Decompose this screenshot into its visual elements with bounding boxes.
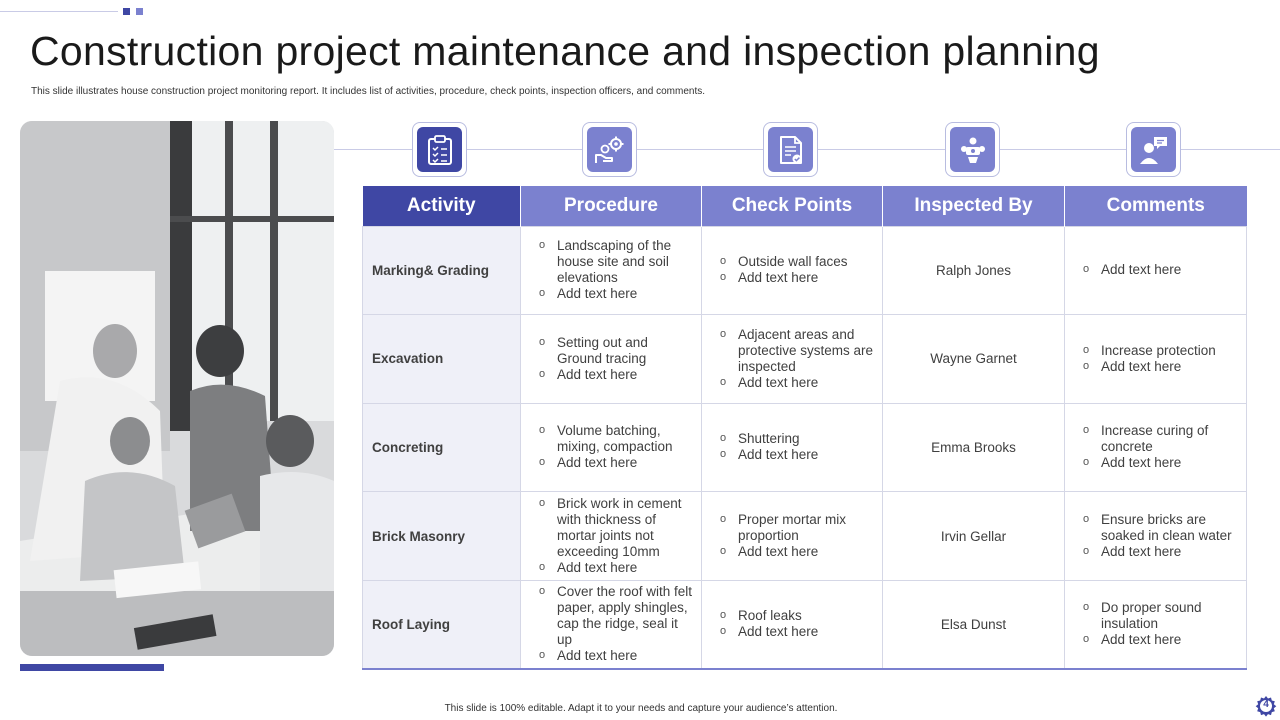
- checkpoint-list: [702, 512, 882, 560]
- checkpoint-list: [702, 608, 882, 640]
- slide-footer: This slide is 100% editable. Adapt it to your needs and capture your audience’s attention.: [444, 703, 838, 714]
- comment-item: o Add text here: [1101, 632, 1238, 648]
- comments-icon-tile: [1126, 122, 1181, 177]
- activity-cell: Excavation: [363, 315, 521, 404]
- checkpoints-icon-tile: [763, 122, 818, 177]
- checkpoint-item: o Adjacent areas and protective systems are inspected: [738, 327, 874, 375]
- comment-item: o Add text here: [1101, 262, 1238, 278]
- column-header-comments: Comments: [1065, 186, 1247, 226]
- checkpoint-item: o Proper mortar mix proportion: [738, 512, 874, 544]
- table-row: [363, 226, 1247, 315]
- procedure-list: [521, 496, 701, 576]
- comment-list: [1065, 343, 1246, 375]
- procedure-list: [521, 335, 701, 383]
- checklist-icon: [417, 127, 462, 172]
- checkpoint-item: o Shuttering: [738, 431, 874, 447]
- checkpoint-item: o Add text here: [738, 375, 874, 391]
- checkpoint-cell: [702, 403, 883, 492]
- checkpoint-list: [702, 327, 882, 391]
- comment-cell: [1065, 492, 1247, 581]
- table-row: [363, 580, 1247, 669]
- checkpoint-cell: [702, 315, 883, 404]
- column-header-procedure: Procedure: [521, 186, 702, 226]
- procedure-item: o Volume batching, mixing, compaction: [557, 423, 693, 455]
- column-header-activity: Activity: [363, 186, 521, 226]
- checkpoint-cell: [702, 226, 883, 315]
- procedure-item: o Add text here: [557, 286, 693, 302]
- procedure-icon-tile: [582, 122, 637, 177]
- page-number-badge: [1255, 695, 1277, 717]
- inspection-table: [362, 186, 1247, 670]
- checkpoint-list: [702, 254, 882, 286]
- table-row: [363, 315, 1247, 404]
- top-decor-square: [123, 8, 130, 15]
- comment-list: [1065, 512, 1246, 560]
- photo-accent-bar: [20, 664, 164, 671]
- column-header-inspected-by: Inspected By: [883, 186, 1065, 226]
- comment-list: [1065, 262, 1246, 278]
- comment-list: [1065, 423, 1246, 471]
- slide-title: Construction project maintenance and inspection planning: [30, 28, 1100, 74]
- slide-subtitle: This slide illustrates house construction project monitoring report. It includes list of activities, procedure, check points, inspection officers, and comments.: [31, 86, 706, 97]
- activity-cell: Brick Masonry: [363, 492, 521, 581]
- procedure-item: o Landscaping of the house site and soil elevations: [557, 238, 693, 286]
- comment-item: o Ensure bricks are soaked in clean water: [1101, 512, 1238, 544]
- checkpoint-item: o Add text here: [738, 624, 874, 640]
- procedure-cell: [521, 580, 702, 669]
- column-header-check-points: Check Points: [702, 186, 883, 226]
- top-decor-line: [0, 11, 118, 12]
- activity-cell: Marking& Grading: [363, 226, 521, 315]
- procedure-item: o Add text here: [557, 560, 693, 576]
- page-number: 4: [1263, 699, 1269, 710]
- top-decor-square: [136, 8, 143, 15]
- inspector-cell: Emma Brooks: [883, 403, 1065, 492]
- checkpoint-cell: [702, 492, 883, 581]
- table-row: [363, 492, 1247, 581]
- procedure-list: [521, 423, 701, 471]
- activity-icon-tile: [412, 122, 467, 177]
- comment-list: [1065, 600, 1246, 648]
- checkpoint-item: o Outside wall faces: [738, 254, 874, 270]
- procedure-list: [521, 584, 701, 664]
- table-header-row: [363, 186, 1247, 226]
- comment-item: o Do proper sound insulation: [1101, 600, 1238, 632]
- speech-bubble-person-icon: [1131, 127, 1176, 172]
- comment-cell: [1065, 315, 1247, 404]
- checkpoint-list: [702, 431, 882, 463]
- procedure-cell: [521, 403, 702, 492]
- comment-cell: [1065, 580, 1247, 669]
- checkpoint-item: o Roof leaks: [738, 608, 874, 624]
- checkpoint-cell: [702, 580, 883, 669]
- checkpoint-item: o Add text here: [738, 544, 874, 560]
- inspector-cell: Ralph Jones: [883, 226, 1065, 315]
- comment-item: o Increase protection: [1101, 343, 1238, 359]
- inspector-cell: Irvin Gellar: [883, 492, 1065, 581]
- procedure-item: o Cover the roof with felt paper, apply shingles, cap the ridge, seal it up: [557, 584, 693, 648]
- comment-item: o Add text here: [1101, 544, 1238, 560]
- procedure-cell: [521, 226, 702, 315]
- procedure-item: o Setting out and Ground tracing: [557, 335, 693, 367]
- comment-cell: [1065, 226, 1247, 315]
- procedure-item: o Add text here: [557, 648, 693, 664]
- inspected-by-icon-tile: [945, 122, 1000, 177]
- comment-item: o Increase curing of concrete: [1101, 423, 1238, 455]
- team-meeting-photo: [20, 121, 334, 656]
- procedure-item: o Brick work in cement with thickness of mortar joints not exceeding 10mm: [557, 496, 693, 560]
- activity-cell: Roof Laying: [363, 580, 521, 669]
- table-row: [363, 403, 1247, 492]
- procedure-item: o Add text here: [557, 367, 693, 383]
- procedure-cell: [521, 492, 702, 581]
- procedure-list: [521, 238, 701, 302]
- team-meeting-icon: [950, 127, 995, 172]
- checkpoint-item: o Add text here: [738, 270, 874, 286]
- inspector-cell: Elsa Dunst: [883, 580, 1065, 669]
- settings-hand-icon: [587, 127, 632, 172]
- procedure-cell: [521, 315, 702, 404]
- comment-item: o Add text here: [1101, 359, 1238, 375]
- comment-item: o Add text here: [1101, 455, 1238, 471]
- comment-cell: [1065, 403, 1247, 492]
- document-check-icon: [768, 127, 813, 172]
- inspector-cell: Wayne Garnet: [883, 315, 1065, 404]
- activity-cell: Concreting: [363, 403, 521, 492]
- procedure-item: o Add text here: [557, 455, 693, 471]
- checkpoint-item: o Add text here: [738, 447, 874, 463]
